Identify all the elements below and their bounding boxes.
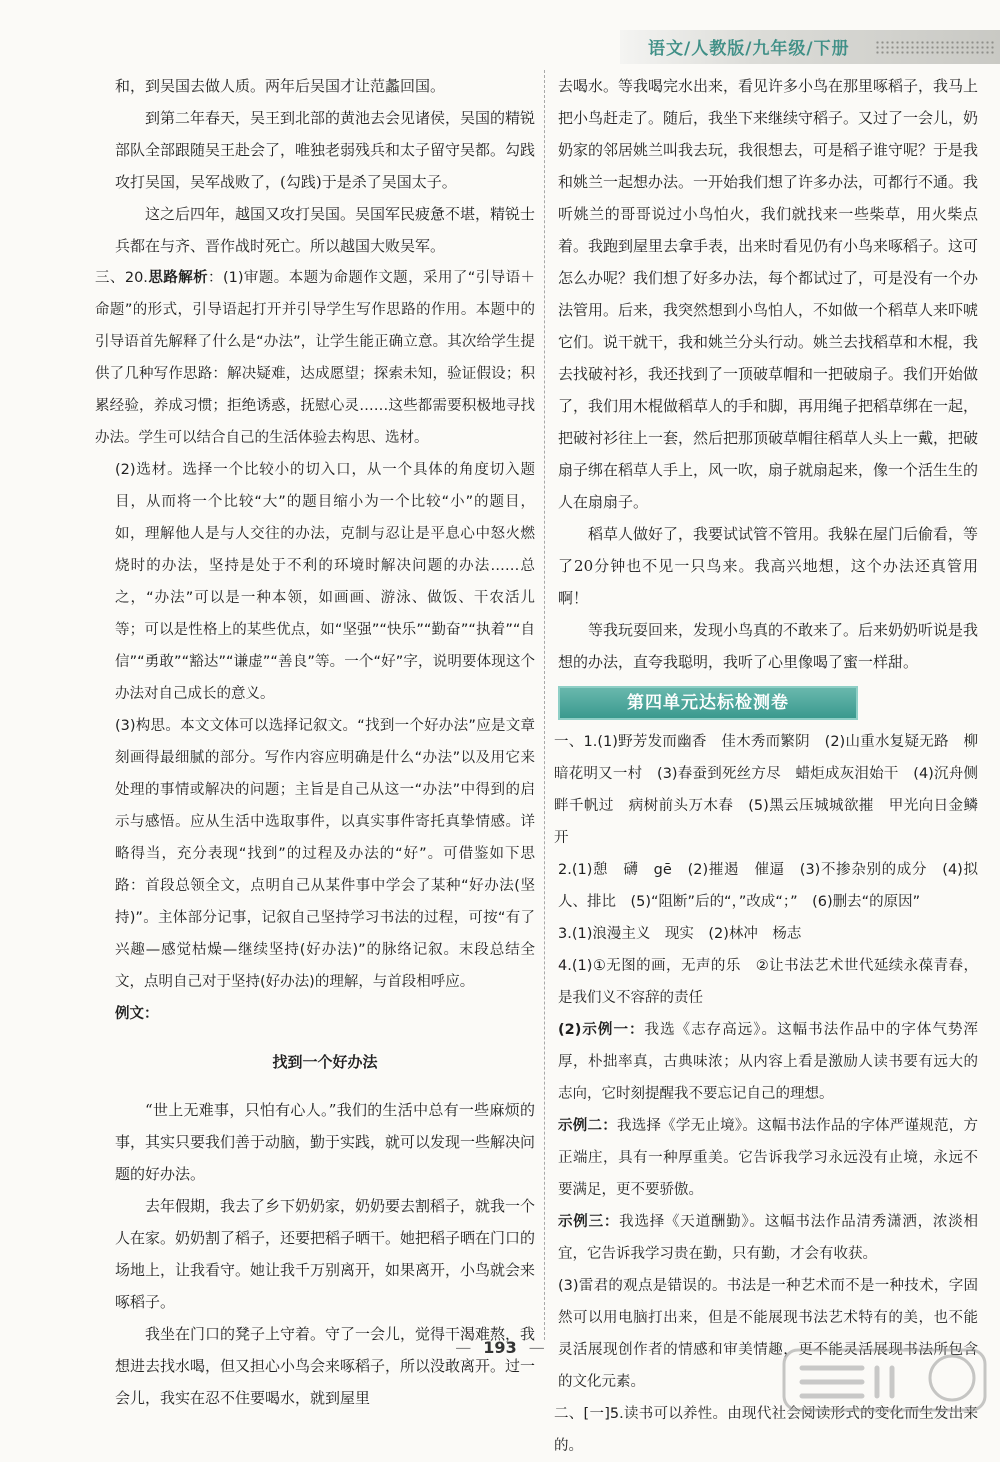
answer-5: 二、[一]5.读书可以养性。由现代社会阅读形式的变化而生发出来的。: [554, 1406, 978, 1454]
example-text: 我选择《学无止境》。这幅书法作品的字体严谨规范，方正端庄，具有一种厚重美。它告诉我学习永远没有止境，永远不要满足，更不要骄傲。: [558, 1118, 979, 1198]
analysis-label: 思路解析: [147, 270, 209, 286]
essay-title: 找到一个好办法: [272, 1053, 378, 1071]
left-column: [95, 70, 536, 1414]
answer-4-example-1: [558, 1014, 978, 1110]
example-label: 示例二：: [558, 1118, 617, 1134]
essay-paragraph: 去喝水。等我喝完水出来，看见许多小鸟在那里啄稻子，我马上把小鸟赶走了。随后，我坐下来继续守稻子。又过了一会儿，奶奶家的邻居姚兰叫我去玩，我很想去，可是稻子谁守呢？于是我和姚兰一起想办法。一开始我们想了许多办法，可都行不通。我听姚兰的哥哥说过小鸟怕火，我们就找来一些柴草，用火柴点着。我跑到屋里去拿手表，出来时看见仍有小鸟来啄稻子。这可怎么办呢？我们想了好多办法，每个都试过了，可是没有一个办法管用。后来，我突然想到小鸟怕人，不如做一个稻草人来吓唬它们。说干就干，我和姚兰分头行动。姚兰去找稻草和木棍，我去找破衬衫，我还找到了一顶破草帽和一把破扇子。我们开始做了，我们用木棍做稻草人的手和脚，再用绳子把稻草绑在一起，把破衬衫往上一套，然后把那顶破草帽往稻草人头上一戴，把破扇子绑在稻草人手上，风一吹，扇子就扇起来，像一个活生生的人在扇扇子。: [558, 77, 979, 511]
paragraph: 到第二年春天，吴王到北部的黄池去会见诸侯，吴国的精锐部队全部跟随吴王赴会了，唯独老弱残兵和太子留守吴都。勾践攻打吴国，吴军战败了，(勾践)于是杀了吴国太子。: [115, 109, 536, 191]
essay-paragraph: “世上无难事，只怕有心人。”我们的生活中总有一些麻烦的事，其实只要我们善于动脑，勤于实践，就可以发现一些解决问题的好办法。: [115, 1101, 536, 1183]
example-label: 示例三：: [558, 1214, 620, 1230]
question-20-analysis: [95, 262, 535, 454]
example-label: (2)示例一：: [558, 1022, 645, 1038]
paragraph: 这之后四年，越国又攻打吴国。吴国军民疲惫不堪，精锐士兵都在与齐、晋作战时死亡。所以越国大败吴军。: [115, 205, 536, 255]
analysis-selection: (2)选材。选择一个比较小的切入口，从一个具体的角度切入题目，从而将一个比较“大”的题目缩小为一个比较“小”的题目，如，理解他人是与人交往的办法，克制与忍让是平息心中怒火燃烧时的办法，坚持是处于不利的环境时解决问题的办法……总之，“办法”可以是一种本领，如画画、游泳、做饭、干农活儿等；可以是性格上的某些优点，如“坚强”“快乐”“勤奋”“执着”“自信”“勇敢”“豁达”“谦虚”“善良”等。一个“好”字，说明要体现这个办法对自己成长的意义。: [115, 462, 535, 702]
example-text: 我选择《天道酬勤》。这幅书法作品清秀潇洒，浓淡相宜，它告诉我学习贵在勤，只有勤，才会有收获。: [558, 1214, 979, 1262]
analysis-structure: (3)构思。本文文体可以选择记叙文。“找到一个好办法”应是文章刻画得最细腻的部分。写作内容应明确是什么“办法”以及用它来处理的事情或解决的问题；主旨是自己从这一“办法”中得到的启示与感悟。应从生活中选取事件，以真实事件寄托真挚情感。详略得当，充分表现“找到”的过程及办法的“好”。可借鉴如下思路：首段总领全文，点明自己从某件事中学会了某种“好办法(坚持)”。主体部分记事，记叙自己坚持学习书法的过程，可按“有了兴趣—感觉枯燥—继续坚持(好办法)”的脉络记叙。末段总结全文，点明自己对于坚持(好办法)的理解，与首段相呼应。: [115, 718, 535, 990]
answer-1: 一、1.(1)野芳发而幽香 佳木秀而繁阴 (2)山重水复疑无路 柳暗花明又一村 (3)春蚕到死丝方尽 蜡炬成灰泪始干 (4)沉舟侧畔千帆过 病树前头万木春 (5)黑云压城城欲摧 甲光向日金鳞开: [554, 734, 978, 846]
answer-4-part-3: (3)雷君的观点是错误的。书法是一种艺术而不是一种技术，字固然可以用电脑打出来，但是不能展现书法艺术特有的美，也不能灵活展现创作者的情感和审美情趣，更不能灵活展现书法所包含的文化元素。: [558, 1278, 978, 1390]
right-column: [554, 70, 979, 1462]
answer-2: 2.(1)憩 礴 gē (2)摧遏 催逼 (3)不掺杂别的成分 (4)拟人、排比 (5)“阻断”后的“，”改成“；” (6)删去“的原因”: [558, 862, 978, 910]
essay-paragraph: 等我玩耍回来，发现小鸟真的不敢来了。后来奶奶听说是我想的办法，直夸我聪明，我听了心里像喝了蜜一样甜。: [558, 621, 979, 671]
page-number: — 193 —: [455, 1338, 545, 1357]
example-label: 例文：: [115, 1006, 159, 1022]
watermark-logo: [782, 1348, 987, 1412]
column-divider: [544, 70, 545, 1340]
page-number-text: 193: [483, 1338, 517, 1357]
analysis-text: ：(1)审题。本题为命题作文题，采用了“引导语＋命题”的形式，引导语起打开并引导学生写作思路的作用。本题中的引导语首先解释了什么是“办法”，让学生能正确立意。其次给学生提供了几种写作思路：解决疑难，达成愿望；探索未知，验证假设；积累经验，养成习惯；拒绝诱惑，抚慰心灵……这些都需要积极地寻找办法。学生可以结合自己的生活体验去构思、选材。: [95, 270, 536, 446]
answer-4-example-3: [558, 1206, 978, 1270]
example-text: 我选《志存高远》。这幅书法作品中的字体气势浑厚，朴拙率真，古典味浓；从内容上看是激励人读书要有远大的志向，它时刻提醒我不要忘记自己的理想。: [558, 1022, 979, 1102]
header-dot-pattern: [875, 40, 995, 54]
answer-4-example-2: [558, 1110, 978, 1206]
question-number: 三、20.: [95, 270, 148, 286]
answer-3: 3.(1)浪漫主义 现实 (2)林冲 杨志: [558, 926, 802, 942]
answer-4: 4.(1)①无图的画，无声的乐 ②让书法艺术世代延续永葆青春，是我们义不容辞的责任: [558, 958, 978, 1006]
paragraph: 和，到吴国去做人质。两年后吴国才让范蠡回国。: [115, 77, 446, 95]
essay-paragraph: 去年假期，我去了乡下奶奶家，奶奶要去割稻子，就我一个人在家。奶奶割了稻子，还要把稻子晒干。她把稻子晒在门口的场地上，让我看守。她让我千万别离开，如果离开，小鸟就会来啄稻子。: [115, 1197, 536, 1311]
unit-test-banner: 第四单元达标检测卷: [558, 686, 858, 720]
essay-paragraph: 我坐在门口的凳子上守着。守了一会儿，觉得干渴难熬，我想进去找水喝，但又担心小鸟会来啄稻子，所以没敢离开。过一会儿，我实在忍不住要喝水，就到屋里: [115, 1325, 536, 1407]
essay-paragraph: 稻草人做好了，我要试试管不管用。我躲在屋门后偷看，等了20分钟也不见一只鸟来。我高兴地想，这个办法还真管用啊！: [558, 525, 979, 607]
header-breadcrumb: 语文/人教版/九年级/下册: [648, 39, 850, 59]
